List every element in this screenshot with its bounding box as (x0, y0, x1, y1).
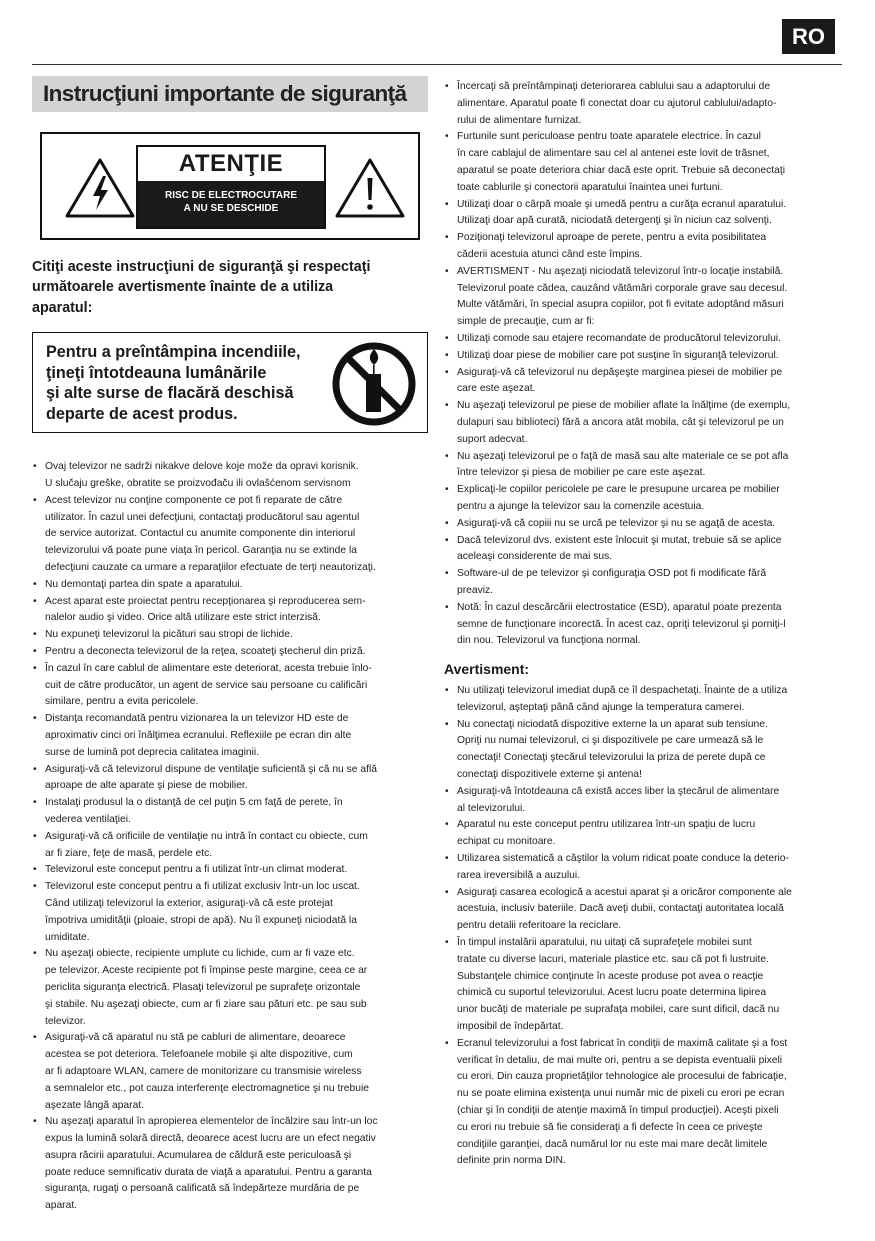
list-item-line: nalelor audio şi video. Orice altă utilizare este strict interzisă. (45, 612, 321, 624)
page-title: Instrucţiuni importante de siguranţă (43, 81, 407, 106)
list-item-line: rului de alimentare furnizat. (457, 114, 582, 126)
list-item (32, 577, 428, 594)
list-item (444, 264, 840, 331)
list-item (444, 230, 840, 264)
list-item-line: • Furtunile sunt periculoase pentru toate aparatele electrice. În cazul (457, 131, 761, 143)
list-item-line: condiţiile garanţiei, dacă numărul lor nu este mai mare decât limitele (457, 1138, 768, 1150)
list-item-line: chimică cu suportul televizorului. Acest lucru poate determina lipirea (457, 987, 767, 999)
no-candle-icon (330, 340, 418, 428)
list-item-line: • Dacă televizorul dvs. existent este înlocuit şi mutat, trebuie să se aplice (457, 534, 782, 546)
list-item-line: Multe vătămări, în special asupra copiilor, pot fi evitate adoptând măsuri (457, 299, 784, 311)
list-item-line: • Utilizaţi doar piese de mobilier care pot susţine în siguranţă televizorul. (457, 349, 779, 361)
list-item (32, 711, 428, 761)
list-item-line: • Asiguraţi-vă că copiii nu se urcă pe televizor şi nu se agaţă de acesta. (457, 517, 776, 529)
list-item-line: aproximativ cinci ori înălţimea ecranului. Reflexiile pe ecran din alte (45, 729, 352, 741)
list-item-line: definite prin norma DIN. (457, 1155, 566, 1167)
list-item-line: ar fi ziare, feţe de masă, perdele etc. (45, 847, 213, 859)
list-item (444, 1036, 840, 1170)
left-bullet-list (32, 459, 428, 1215)
intro-line: Citiţi aceste instrucţiuni de siguranţă şi respectaţi (32, 259, 371, 275)
intro-text (32, 257, 428, 318)
list-item-line: de service autorizat. Contactul cu anumite componente din interiorul (45, 528, 356, 540)
list-item (32, 627, 428, 644)
list-item-line: toate cablurile şi conectorii aparatului înaintea unei furtuni. (457, 181, 723, 193)
list-item (444, 533, 840, 567)
list-item (444, 449, 840, 483)
title-bar (32, 76, 428, 112)
list-item-line: • Asiguraţi-vă că aparatul nu stă pe cabluri de alimentare, deoarece (45, 1032, 346, 1044)
list-item-line: Opriţi nu numai televizorul, ci şi dispozitivele pe care urmează să le (457, 735, 764, 747)
list-item (444, 784, 840, 818)
list-item-line: semne de funcţionare incorectă. În acest caz, opriţi televizorul şi porniţi-l (457, 618, 786, 630)
exclamation-warning-icon (333, 156, 407, 220)
list-item-line: aproape de alte aparate şi piese de mobilier. (45, 780, 248, 792)
list-item-line: aparatul se poate deteriora chiar dacă este oprit. Trebuie să deconectaţi (457, 164, 785, 176)
list-item (32, 644, 428, 661)
list-item-line: simple de precauţie, cum ar fi: (457, 316, 595, 328)
list-item-line: umiditate. (45, 931, 90, 943)
list-item-line: Când utilizaţi televizorul la exterior, asiguraţi-vă că este protejat (45, 897, 333, 909)
list-item (444, 348, 840, 365)
list-item (444, 482, 840, 516)
list-item (444, 717, 840, 784)
list-item-line: • Acest televizor nu conţine componente ce pot fi reparate de către (45, 494, 343, 506)
list-item-line: • Acest aparat este proiectat pentru recepţionarea şi reproducerea sem- (45, 595, 366, 607)
list-item-line: • Nu demontaţi partea din spate a aparatului. (45, 578, 243, 590)
list-item-line: rarea ireversibilă a auzului. (457, 869, 581, 881)
list-item-line: expus la lumină solară directă, deoarece acest lucru are un efect negativ (45, 1133, 376, 1145)
list-item-line: • Asiguraţi-vă întotdeauna că există acces liber la ştecărul de alimentare (457, 785, 780, 797)
list-item-line: utilizator. În cazul unei defecţiuni, contactaţi producătorul sau agentul (45, 511, 360, 523)
list-item-line: care este aşezat. (457, 383, 536, 395)
list-item-line: • Nu aşezaţi televizorul pe piese de mobilier aflate la înălţime (de exemplu, (457, 400, 791, 412)
list-item-line: echipat cu monitoare. (457, 836, 556, 848)
warning-heading: Avertisment: (444, 661, 530, 678)
list-item-line: preaviz. (457, 584, 494, 596)
list-item (444, 129, 840, 196)
list-item (444, 566, 840, 600)
list-item-line: nu se poate elimina existenţa unui număr mic de pixeli cu erori pe ecran (457, 1088, 785, 1100)
list-item-line: Substanţele chimice conţinute în aceste produse pot avea o reacţie (457, 970, 764, 982)
list-item-line: • În timpul instalării aparatului, nu uitaţi că suprafeţele mobilei sunt (457, 937, 752, 949)
list-item-line: • Utilizarea sistematică a căştilor la volum ridicat poate conduce la deterio- (457, 853, 789, 865)
caution-subtext (138, 181, 324, 227)
list-item-line: suport adecvat. (457, 433, 528, 445)
right-bullet-list (444, 79, 840, 650)
list-item-line: alimentare. Aparatul poate fi conectat doar cu ajutorul cablului/adapto- (457, 97, 777, 109)
list-item-line: • Asiguraţi casarea ecologică a acestui aparat şi a oricăror componente ale (457, 886, 792, 898)
list-item-line: aparat. (45, 1200, 78, 1212)
caution-line-1: RISC DE ELECTROCUTARE (164, 190, 298, 201)
list-item (444, 197, 840, 231)
list-item (32, 946, 428, 1030)
list-item-line: televizorului vă poate pune viaţa în pericol. Garanţia nu se extinde la (45, 545, 357, 557)
list-item-line: a semnalelor etc., pot cauza interferenţe electromagnetice şi nu trebuie (45, 1082, 369, 1094)
fire-safety-notice (32, 332, 428, 433)
list-item (32, 1030, 428, 1114)
list-item-line: aşezate lângă aparat. (45, 1099, 145, 1111)
list-item-line: • Instalaţi produsul la o distanţă de cel puţin 5 cm faţă de perete, în (45, 797, 343, 809)
list-item-line: • Software-ul de pe televizor şi configuraţia OSD pot fi modificate fără (457, 568, 767, 580)
list-item-line: defecţiuni cauzate ca urmare a reparaţiilor efectuate de terţi neautorizaţi. (45, 562, 376, 573)
list-item-line: cuit de către producător, un agent de service sau persoane cu calificări (45, 679, 368, 691)
list-item-line: conectaţi! Conectaţi ştecărul televizorului la priza de perete după ce (457, 752, 766, 764)
list-item (32, 661, 428, 711)
list-item-line: pentru detalii referitoare la reciclare. (457, 920, 622, 932)
list-item-line: • Notă: În cazul descărcării electrostatice (ESD), aparatul poate prezenta (457, 601, 782, 613)
list-item-line: pe televizor. Aceste recipiente pot fi împinse peste margine, ceea ce ar (45, 965, 368, 977)
list-item (32, 795, 428, 829)
list-item-line: • AVERTISMENT - Nu aşezaţi niciodată televizorul într-o locaţie instabilă. (457, 265, 784, 277)
list-item-line: cu erori. Din cauza proprietăţilor tehnologice ale procesului de fabricaţie, (457, 1071, 787, 1083)
fire-safety-line: Pentru a preîntâmpina incendiile, (46, 343, 301, 362)
fire-safety-line: şi alte surse de flacără deschisă (46, 384, 294, 403)
list-item-line: • Nu expuneţi televizorul la picături sau stropi de lichide. (45, 629, 293, 641)
caution-center-panel (136, 145, 326, 229)
list-item-line: • Televizorul este conceput pentru a fi utilizat exclusiv într-un loc uscat. (45, 881, 360, 893)
lightning-warning-icon (63, 156, 137, 220)
list-item-line: împotriva umidităţii (ploaie, stropi de apă). Nu îl expuneţi niciodată la (45, 914, 357, 926)
list-item-line: • Utilizaţi comode sau etajere recomandate de producătorul televizorului. (457, 332, 781, 344)
list-item-line: dulapuri sau biblioteci) fără a ancora atât mobila, cât şi televizorul pe un (457, 416, 784, 428)
list-item-line: (chiar şi în condiţii de atenţie maximă în timpul producţiei). Aceşti pixeli (457, 1105, 779, 1117)
fire-safety-text (46, 342, 301, 424)
list-item (444, 79, 840, 129)
list-item-line: asupra răcirii aparatului. Acumularea de căldură este periculoasă şi (45, 1149, 352, 1161)
list-item (444, 817, 840, 851)
list-item-line: vederea ventilaţiei. (45, 813, 131, 825)
list-item-line: pentru a ajunge la televizor sau la comenzile acestuia. (457, 500, 705, 512)
list-item-line: U slučaju greške, obratite se proizvođaču ili ovlašćenom servisnom (45, 478, 351, 490)
list-item-line: căderii acestuia atunci când este împins. (457, 248, 643, 260)
list-item-line: • Asiguraţi-vă că orificiile de ventilaţie nu intră în contact cu obiecte, cum (45, 830, 368, 842)
fire-safety-line: departe de acest produs. (46, 404, 238, 423)
list-item (444, 851, 840, 885)
list-item-line: • Nu aşezaţi aparatul în apropierea elementelor de încălzire sau într-un loc (45, 1116, 378, 1128)
list-item (32, 1114, 428, 1215)
list-item (32, 762, 428, 796)
list-item (32, 459, 428, 493)
list-item-line: aceleaşi considerente de mai sus. (457, 551, 613, 563)
list-item (444, 935, 840, 1036)
list-item-line: acestea se pot deteriora. Telefoanele mobile şi alte dispozitive, cum (45, 1049, 353, 1061)
list-item-line: • Ecranul televizorului a fost fabricat în condiţii de maximă calitate şi a fost (457, 1037, 788, 1049)
left-column (32, 76, 428, 1215)
warning-bullet-list (444, 683, 840, 1170)
list-item-line: televizor. (45, 1015, 86, 1027)
language-badge: RO (782, 19, 835, 54)
fire-safety-line: ţineţi întotdeauna lumânările (46, 363, 267, 382)
list-item (32, 829, 428, 863)
list-item (32, 493, 428, 577)
list-item (32, 594, 428, 628)
list-item (444, 398, 840, 448)
caution-heading: ATENŢIE (178, 150, 284, 177)
list-item (444, 516, 840, 533)
right-column (444, 79, 840, 1170)
list-item-line: • În cazul în care cablul de alimentare este deteriorat, acesta trebuie înlo- (45, 662, 372, 674)
list-item-line: • Nu conectaţi niciodată dispozitive externe la un aparat sub tensiune. (457, 718, 768, 730)
list-item (444, 600, 840, 650)
list-item-line: • Poziţionaţi televizorul aproape de perete, pentru a evita posibilitatea (457, 232, 767, 244)
list-item-line: • Aparatul nu este conceput pentru utilizarea într-un spaţiu de lucru (457, 819, 756, 831)
list-item-line: tratate cu diverse lacuri, materiale plastice etc. sau că pot fi lustruite. (457, 953, 769, 965)
list-item-line: imposibil de îndepărtat. (457, 1021, 564, 1033)
list-item (32, 879, 428, 946)
list-item-line: televizorul, aşteptaţi până când ajunge la temperatura camerei. (457, 701, 745, 713)
list-item-line: unor bucăţi de materiale pe suprafaţa mobilei, care sunt dificil, dacă nu (457, 1004, 780, 1016)
list-item-line: acestuia, inclusiv bateriile. Dacă aveţi dubii, contactaţi autoritatea locală (457, 903, 784, 915)
list-item-line: • Asiguraţi-vă că televizorul dispune de ventilaţie suficientă şi că nu se află (45, 763, 377, 775)
list-item (444, 331, 840, 348)
list-item (32, 862, 428, 879)
list-item-line: • Nu aşezaţi televizorul pe o faţă de masă sau alte materiale ce se pot afla (457, 450, 789, 462)
list-item-line: • Încercaţi să preîntâmpinaţi deteriorarea cablului sau a adaptorului de (457, 81, 771, 92)
list-item (444, 365, 840, 399)
list-item-line: poate reduce semnificativ durata de viaţă a aparatului. Pentru a garanta (45, 1166, 372, 1178)
list-item-line: conectaţi dispozitivele externe şi antena! (457, 769, 642, 781)
intro-line: următoarele avertismente înainte de a utiliza (32, 279, 334, 296)
list-item-line: • Asiguraţi-vă că televizorul nu depăşeşte marginea piesei de mobilier pe (457, 366, 783, 378)
list-item-line: verificat în detaliu, de mai multe ori, pentru a se depista eventualii pixeli (457, 1054, 783, 1066)
list-item-line: între televizor şi piesa de mobilier pe care este aşezat. (457, 467, 706, 479)
list-item-line: siguranţa, rugaţi o persoană calificată să îndepărteze murdăria de pe (45, 1183, 360, 1195)
list-item-line: periclita siguranţa electrică. Plasaţi televizorul pe suprafeţe orizontale (45, 981, 361, 993)
list-item-line: • Distanţa recomandată pentru vizionarea la un televizor HD este de (45, 713, 349, 725)
header-rule (32, 64, 842, 65)
list-item-line: ar fi adaptoare WLAN, camere de monitorizare cu transmisie wireless (45, 1065, 362, 1077)
list-item-line: • Explicaţi-le copiilor pericolele pe care le presupune urcarea pe mobilier (457, 484, 780, 496)
list-item-line: • Pentru a deconecta televizorul de la reţea, scoateţi ştecherul din priză. (45, 645, 366, 657)
list-item-line: • Televizorul este conceput pentru a fi utilizat într-un climat moderat. (45, 864, 348, 876)
list-item (444, 683, 840, 717)
list-item-line: cu erori nu trebuie să fie consideraţi a fi defecte în ceea ce priveşte (457, 1121, 763, 1133)
list-item-line: Televizorul poate cădea, cauzând vătămări corporale grave sau decesul. (457, 282, 788, 294)
list-item-line: Utilizaţi doar apă curată, niciodată detergenţi şi în niciun caz solvenţi. (457, 215, 772, 227)
list-item-line: al televizorului. (457, 802, 526, 814)
list-item-line: • Utilizaţi doar o cârpă moale şi umedă pentru a curăţa ecranul aparatului. (457, 198, 787, 210)
list-item-line: • Nu aşezaţi obiecte, recipiente umplute cu lichide, cum ar fi vaze etc. (45, 948, 355, 960)
caution-line-2: A NU SE DESCHIDE (183, 202, 279, 214)
list-item-line: în care cablajul de alimentare sau cel al antenei este lovit de trăsnet, (457, 148, 770, 160)
list-item-line: • Nu utilizaţi televizorul imediat după ce îl despachetaţi. Înainte de a utiliza (457, 685, 788, 697)
intro-line: aparatul: (32, 299, 93, 316)
caution-label (40, 132, 420, 240)
list-item (444, 885, 840, 935)
list-item-line: surse de lumină pot deprecia calitatea imaginii. (45, 746, 260, 758)
list-item-line: • Ovaj televizor ne sadrži nikakve delove koje može da opravi korisnik. (45, 461, 359, 473)
list-item-line: şi stabile. Nu aşezaţi obiecte, cum ar fi ziare sau pături etc. pe sau sub (45, 998, 367, 1010)
list-item-line: similare, pentru a evita pericolele. (45, 696, 199, 708)
list-item-line: din nou. Televizorul va funcţiona normal. (457, 635, 641, 647)
